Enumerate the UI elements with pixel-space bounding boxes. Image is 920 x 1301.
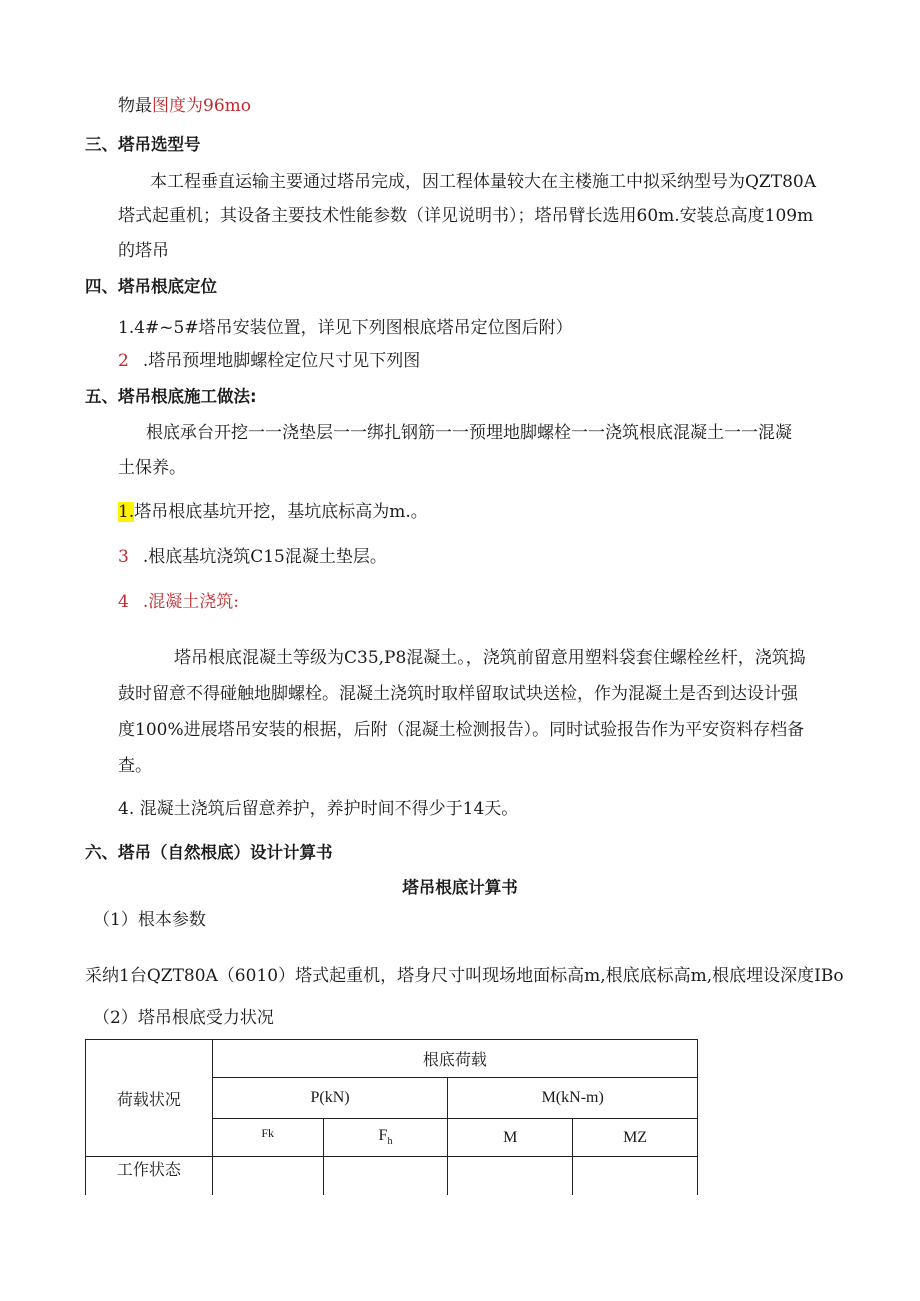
header-foundation-load: 根底荷载 bbox=[212, 1040, 697, 1078]
header-m-value: M bbox=[448, 1119, 573, 1157]
concrete-paragraph-line-1: 塔吊根底混凝土等级为C35,P8混凝土。，浇筑前留意用塑料袋套住螺栓丝杆，浇筑捣 bbox=[174, 648, 806, 668]
header-mz: MZ bbox=[573, 1119, 698, 1157]
section-heading-4: 四、塔吊根底定位 bbox=[85, 277, 217, 296]
curing-item: 4. 混凝土浇筑后留意养护，养护时间不得少于14天。 bbox=[118, 799, 519, 819]
header-fh: $F_h$ bbox=[323, 1119, 448, 1157]
step-number: 3 bbox=[118, 547, 129, 567]
section-heading-3: 三、塔吊选型号 bbox=[85, 135, 201, 154]
basic-params-text: 采纳1台QZT80A（6010）塔式起重机，塔身尺寸叫现场地面标高m,根底底标高m,根底埋设深度IBo bbox=[85, 966, 844, 986]
paragraph-3-line-1: 本工程垂直运输主要通过塔吊完成，因工程体量较大在主楼施工中拟采纳型号为QZT80A bbox=[150, 172, 816, 192]
step-number: 4 bbox=[118, 592, 129, 612]
concrete-paragraph-line-2: 鼓时留意不得碰触地脚螺栓。混凝土浇筑时取样留取试块送检，作为混凝土是否到达设计强 bbox=[118, 684, 798, 704]
paragraph-5-line-1: 根底承台开挖一一浇垫层一一绑扎钢筋一一预埋地脚螺栓一一浇筑根底混凝土一一混凝 bbox=[146, 423, 792, 443]
header-load-case: 荷载状况 bbox=[86, 1040, 213, 1157]
item-4-2 bbox=[118, 351, 420, 372]
text-red: 图度为96mo bbox=[152, 96, 251, 116]
paragraph-continuation bbox=[118, 96, 251, 117]
step-text: 塔吊根底基坑开挖，基坑底标高为m.。 bbox=[134, 502, 428, 522]
cell bbox=[573, 1157, 698, 1195]
paragraph-3-line-3: 的塔吊 bbox=[118, 241, 169, 261]
paragraph-5-line-2: 土保养。 bbox=[118, 458, 186, 478]
concrete-paragraph-line-4: 查。 bbox=[118, 756, 152, 776]
step-4 bbox=[118, 592, 239, 613]
row-working-state: 工作状态 bbox=[86, 1157, 213, 1195]
item-text: .塔吊预埋地脚螺栓定位尺寸见下列图 bbox=[142, 351, 421, 371]
section-heading-5: 五、塔吊根底施工做法: bbox=[85, 387, 257, 406]
header-p: P(kN) bbox=[212, 1078, 448, 1119]
step-number-highlighted: 1. bbox=[118, 502, 135, 522]
text-plain: 物最 bbox=[118, 96, 152, 116]
item-4-1: 1.4#~5#塔吊安装位置，详见下列图根底塔吊定位图后附） bbox=[118, 318, 573, 338]
cell bbox=[212, 1157, 323, 1195]
concrete-paragraph-line-3: 度100%进展塔吊安装的根据，后附（混凝土检测报告）。同时试验报告作为平安资料存档备 bbox=[118, 720, 805, 740]
cell bbox=[323, 1157, 448, 1195]
step-1 bbox=[118, 502, 428, 523]
step-text: .混凝土浇筑: bbox=[142, 592, 239, 612]
calc-title: 塔吊根底计算书 bbox=[402, 878, 518, 897]
paragraph-3-line-2: 塔式起重机；其设备主要技术性能参数（详见说明书）；塔吊臂长选用60m.安装总高度109m bbox=[118, 206, 814, 226]
foundation-load-table bbox=[85, 1039, 698, 1195]
header-m: M(kN-m) bbox=[448, 1078, 698, 1119]
subsection-basic-params: （1）根本参数 bbox=[93, 910, 206, 930]
item-number: 2 bbox=[118, 351, 129, 371]
subsection-force-conditions: （2）塔吊根底受力状况 bbox=[93, 1008, 274, 1028]
section-heading-6: 六、塔吊（自然根底）设计计算书 bbox=[85, 843, 333, 862]
cell bbox=[448, 1157, 573, 1195]
step-3 bbox=[118, 547, 387, 568]
step-text: .根底基坑浇筑C15混凝土垫层。 bbox=[142, 547, 387, 567]
header-fk: Fk bbox=[212, 1119, 323, 1157]
